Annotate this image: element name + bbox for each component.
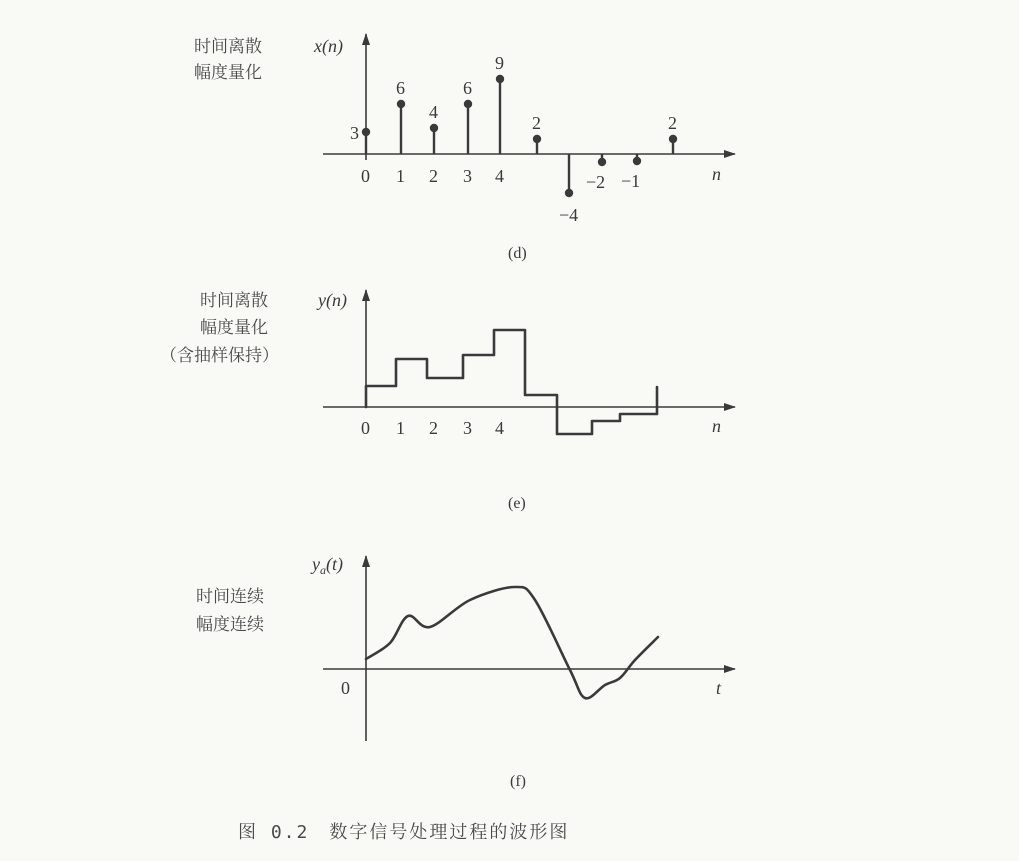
sample-value-label: 2 (532, 113, 541, 133)
x-tick-label: 2 (429, 418, 438, 438)
x-tick-label: 4 (495, 418, 504, 438)
stem-sample (532, 113, 541, 154)
panel-d (194, 34, 735, 262)
panel-f-analog-waveform (366, 587, 658, 698)
x-tick-label: 2 (429, 166, 438, 186)
x-tick-label: 3 (463, 166, 472, 186)
panel-d-label: (d) (508, 245, 527, 262)
sample-dot (397, 100, 405, 108)
panel-e-desc-line2: 幅度量化 (200, 318, 268, 338)
stem-sample (495, 53, 504, 154)
stem-sample (429, 102, 438, 154)
panel-f-desc-line1: 时间连续 (196, 587, 264, 607)
panel-f-xlabel: t (716, 678, 722, 698)
sample-value-label: 4 (429, 102, 438, 122)
sample-dot (633, 157, 641, 165)
x-tick-label: 3 (463, 418, 472, 438)
sample-value-label: −1 (621, 171, 641, 191)
panel-d-ylabel: x(n) (314, 36, 343, 56)
sample-dot (430, 124, 438, 132)
panel-d-stems (350, 53, 677, 225)
x-tick-label: 1 (396, 166, 405, 186)
panel-f-ylabel: $y_a(t)$ (312, 554, 343, 577)
step-waveform (366, 330, 657, 434)
sample-dot (496, 75, 504, 83)
panel-e-desc-line3: （含抽样保持） (160, 346, 279, 366)
x-tick-label: 4 (495, 166, 504, 186)
panel-d-desc-line1: 时间离散 (194, 37, 262, 57)
sample-value-label: −2 (586, 172, 606, 192)
panel-d-xlabel: n (712, 164, 721, 184)
panel-e (160, 290, 735, 512)
sample-value-label: 6 (463, 78, 472, 98)
panel-e-xlabel: n (712, 416, 721, 436)
panel-e-ylabel: y(n) (318, 290, 347, 310)
panel-f-origin-label: 0 (341, 678, 350, 698)
sample-dot (362, 128, 370, 136)
panel-d-desc-line2: 幅度量化 (194, 63, 262, 83)
stem-sample (350, 123, 370, 154)
x-tick-label: 1 (396, 418, 405, 438)
sample-dot (669, 135, 677, 143)
stem-sample (668, 113, 677, 154)
panel-e-label: (e) (508, 495, 526, 512)
panel-f (196, 554, 735, 790)
panel-f-desc-line2: 幅度连续 (196, 615, 264, 635)
stem-sample (559, 154, 578, 225)
sample-value-label: −4 (559, 205, 579, 225)
stem-sample (396, 78, 405, 154)
sample-value-label: 3 (350, 123, 359, 143)
stem-sample (463, 78, 472, 154)
sample-dot (598, 158, 606, 166)
x-tick-label: 0 (361, 418, 370, 438)
panel-e-staircase (361, 330, 657, 438)
stem-sample (621, 154, 641, 191)
panel-e-desc-line1: 时间离散 (200, 291, 268, 311)
panel-f-label: (f) (510, 773, 526, 790)
stem-sample (586, 154, 606, 192)
sample-value-label: 2 (668, 113, 677, 133)
sample-dot (565, 189, 573, 197)
x-tick-label: 0 (361, 166, 370, 186)
figure-caption: 图 0.2 数字信号处理过程的波形图 (238, 822, 570, 843)
sample-dot (464, 100, 472, 108)
sample-value-label: 6 (396, 78, 405, 98)
sample-dot (533, 135, 541, 143)
sample-value-label: 9 (495, 53, 504, 73)
